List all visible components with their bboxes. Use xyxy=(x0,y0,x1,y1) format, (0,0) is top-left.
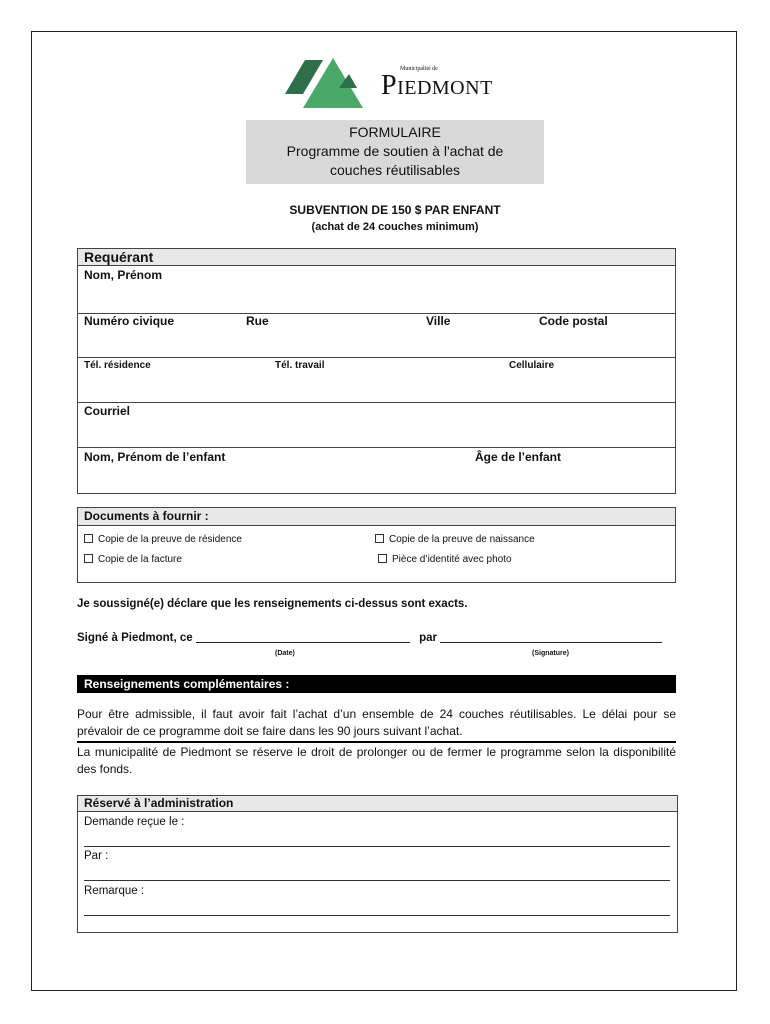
date-caption: (Date) xyxy=(275,650,295,657)
date-input[interactable] xyxy=(196,642,410,643)
subvention-heading: SUBVENTION DE 150 $ PAR ENFANT xyxy=(289,203,501,217)
remarque-input[interactable] xyxy=(84,915,670,916)
row-divider xyxy=(78,447,675,448)
par-admin-input[interactable] xyxy=(84,880,670,881)
municipality-logo xyxy=(285,56,505,112)
checkbox-preuve-residence[interactable] xyxy=(84,534,242,545)
logo-small-text: Municipalité de xyxy=(400,66,438,72)
renseignements-title: Renseignements complémentaires : xyxy=(84,677,290,691)
subvention-note: (achat de 24 couches minimum) xyxy=(311,221,479,233)
checkbox-preuve-naissance[interactable] xyxy=(375,534,535,545)
signature-input[interactable] xyxy=(440,642,662,643)
logo-initial: P xyxy=(381,70,398,101)
logo-name xyxy=(381,70,493,102)
checkbox-icon[interactable] xyxy=(375,534,384,543)
cellulaire-field[interactable]: Cellulaire xyxy=(509,360,555,371)
renseignements-para2: La municipalité de Piedmont se réserve le droit de prolonger ou de fermer le programme selon la disponibilité des fonds. xyxy=(77,745,676,776)
form-title-line3: couches réutilisables xyxy=(330,162,460,178)
ville-field[interactable]: Ville xyxy=(426,314,451,328)
demande-recue-label: Demande reçue le : xyxy=(84,816,185,828)
signature-line xyxy=(77,632,662,644)
mountain-logo-icon xyxy=(285,56,385,112)
form-title-line1: FORMULAIRE xyxy=(349,124,441,140)
tel-travail-field[interactable]: Tél. travail xyxy=(275,360,325,371)
checkbox-label: Pièce d’identité avec photo xyxy=(392,554,512,565)
renseignements-header xyxy=(77,675,676,693)
signed-at-label: Signé à Piedmont, ce xyxy=(77,632,193,644)
admin-section xyxy=(77,795,678,933)
courriel-field[interactable]: Courriel xyxy=(84,404,131,418)
separator-line xyxy=(77,741,676,743)
checkbox-label: Copie de la preuve de naissance xyxy=(389,534,535,545)
checkbox-icon[interactable] xyxy=(84,554,93,563)
admin-header xyxy=(78,796,677,812)
documents-header xyxy=(78,508,675,526)
admin-title: Réservé à l’administration xyxy=(84,796,234,810)
checkbox-facture[interactable] xyxy=(84,554,182,565)
logo-rest: IEDMONT xyxy=(397,77,493,99)
renseignements-para1: Pour être admissible, il faut avoir fait l’achat d’un ensemble de 24 couches réutilisables. Le délai pour se prévaloir de ce programme doit se faire dans les 90 jours suivant l’achat. xyxy=(77,707,676,738)
row-divider xyxy=(78,357,675,358)
requerant-header xyxy=(78,249,675,266)
nom-prenom-field[interactable]: Nom, Prénom xyxy=(84,268,163,282)
form-title-box xyxy=(246,120,544,184)
signature-caption: (Signature) xyxy=(532,650,569,657)
documents-section xyxy=(77,507,676,583)
age-enfant-field[interactable]: Âge de l’enfant xyxy=(475,450,562,464)
row-divider xyxy=(78,402,675,403)
numero-civique-field[interactable]: Numéro civique xyxy=(84,314,175,328)
demande-recue-input[interactable] xyxy=(84,846,670,847)
requerant-section xyxy=(77,248,676,494)
remarque-label: Remarque : xyxy=(84,885,145,897)
checkbox-label: Copie de la preuve de résidence xyxy=(98,534,242,545)
form-title-line2: Programme de soutien à l'achat de xyxy=(286,143,504,159)
declaration-text: Je soussigné(e) déclare que les renseignements ci-dessus sont exacts. xyxy=(77,598,468,610)
checkbox-icon[interactable] xyxy=(378,554,387,563)
nom-enfant-field[interactable]: Nom, Prénom de l’enfant xyxy=(84,450,226,464)
code-postal-field[interactable]: Code postal xyxy=(539,314,608,328)
requerant-title: Requérant xyxy=(84,249,154,265)
documents-title: Documents à fournir : xyxy=(84,509,209,523)
checkbox-icon[interactable] xyxy=(84,534,93,543)
checkbox-label: Copie de la facture xyxy=(98,554,182,565)
tel-residence-field[interactable]: Tél. résidence xyxy=(84,360,151,371)
checkbox-piece-identite[interactable] xyxy=(378,554,512,565)
rue-field[interactable]: Rue xyxy=(246,314,269,328)
par-admin-label: Par : xyxy=(84,850,109,862)
par-label: par xyxy=(419,632,437,644)
